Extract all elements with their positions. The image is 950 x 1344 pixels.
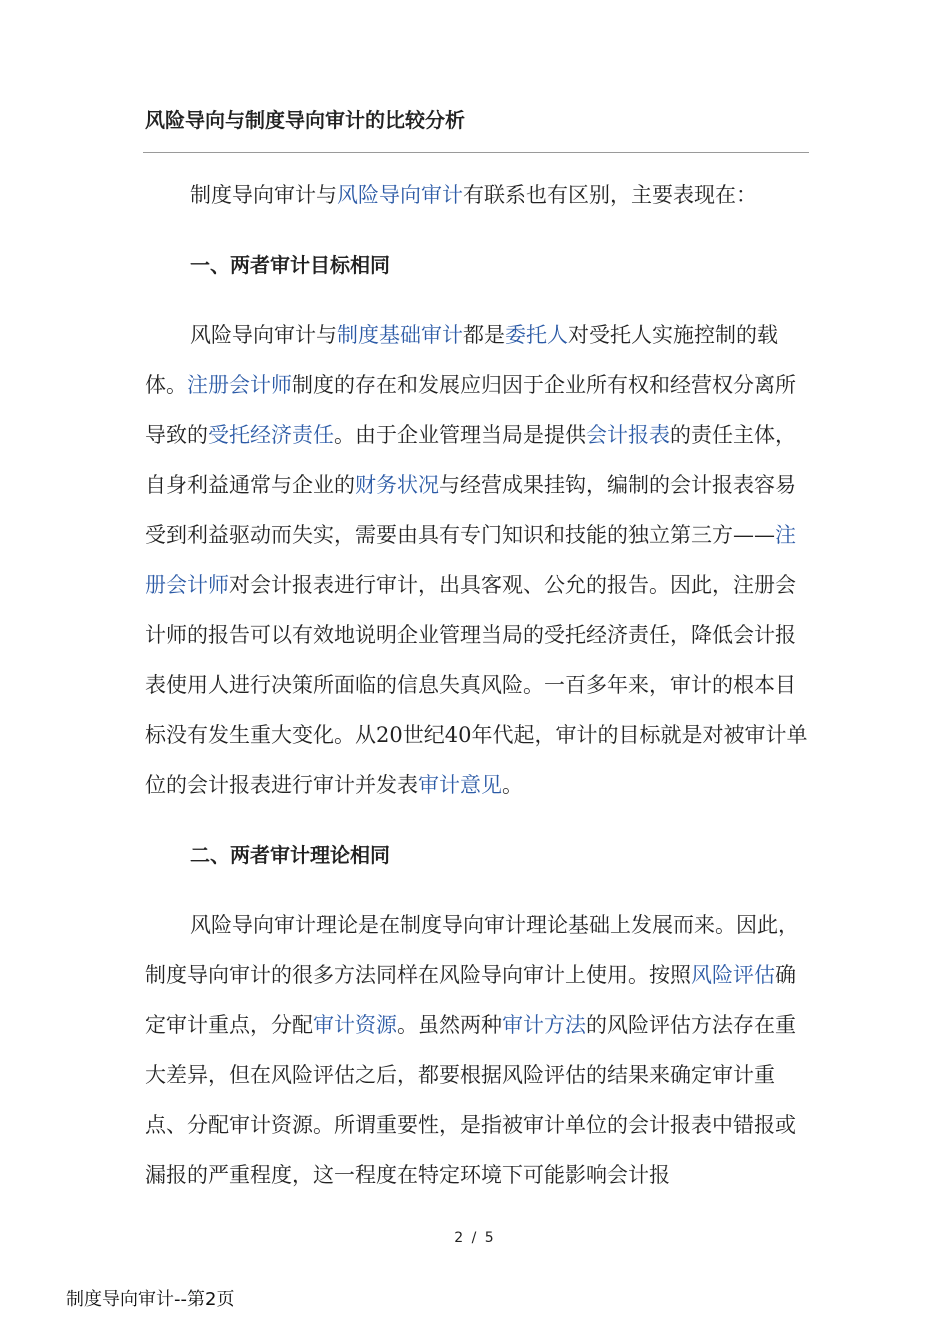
paragraph-text: 。: [502, 773, 523, 797]
section-paragraph-goals: [145, 310, 815, 810]
keyword-link[interactable]: 风险导向审计: [337, 183, 463, 207]
paragraph-text: 对会计报表进行审计，出具客观、公允的报告。因此，注册会计师的报告可以有效地说明企业管理当局的受托经济责任，降低会计报表使用人进行决策所面临的信息失真风险。一百多年来，审计的根本目标没有发生重大变化。从20世纪40年代起，审计的目标就是对被审计单位的会计报表进行审计并发表: [145, 573, 808, 797]
document-title: 风险导向与制度导向审计的比较分析: [145, 108, 465, 132]
intro-paragraph: [145, 170, 815, 220]
paragraph-text: 对受托人实施控制的载体。: [145, 323, 778, 397]
keyword-link[interactable]: 制度基础审计: [337, 323, 463, 347]
section-heading-goals: 一、两者审计目标相同: [190, 253, 390, 277]
paragraph-text: 。虽然两种: [397, 1013, 502, 1037]
title-divider: [143, 152, 809, 153]
keyword-link[interactable]: 财务状况: [355, 473, 439, 497]
paragraph-text: 风险导向审计理论是在制度导向审计理论基础上发展而来。因此，制度导向审计的很多方法同样在风险导向审计上使用。按照: [145, 913, 799, 987]
paragraph-text: 都是: [463, 323, 505, 347]
paragraph-text: 的风险评估方法存在重大差异，但在风险评估之后，都要根据风险评估的结果来确定审计重点、分配审计资源。所谓重要性，是指被审计单位的会计报表中错报或漏报的严重程度，这一程度在特定环境下可能影响会计报: [145, 1013, 796, 1187]
keyword-link[interactable]: 审计方法: [502, 1013, 586, 1037]
keyword-link[interactable]: 委托人: [505, 323, 568, 347]
section-heading-theory: 二、两者审计理论相同: [190, 843, 390, 867]
paragraph-text: 制度的存在和发展应归因于企业所有权和经营权分离所导致的: [145, 373, 796, 447]
paragraph-text: 确定审计重点，分配: [145, 963, 796, 1037]
paragraph-text: 的责任主体，自身利益通常与企业的: [145, 423, 796, 497]
footer-page-label: 制度导向审计--第2页: [66, 1289, 235, 1310]
keyword-link[interactable]: 审计资源: [313, 1013, 397, 1037]
paragraph-text: 有联系也有区别，主要表现在：: [463, 183, 757, 207]
keyword-link[interactable]: 风险评估: [691, 963, 775, 987]
paragraph-text: 制度导向审计与: [190, 183, 337, 207]
paragraph-text: 风险导向审计与: [190, 323, 337, 347]
section-paragraph-theory: [145, 900, 815, 1200]
keyword-link[interactable]: 受托经济责任: [208, 423, 334, 447]
paragraph-text: 。由于企业管理当局是提供: [334, 423, 586, 447]
keyword-link[interactable]: 会计报表: [586, 423, 670, 447]
keyword-link[interactable]: 审计意见: [418, 773, 502, 797]
keyword-link[interactable]: 注册会计师: [145, 523, 796, 597]
document-body: [145, 170, 815, 1200]
paragraph-text: 与经营成果挂钩，编制的会计报表容易受到利益驱动而失实，需要由具有专门知识和技能的独立第三方——: [145, 473, 796, 547]
page-number: 2 / 5: [454, 1230, 496, 1246]
keyword-link[interactable]: 注册会计师: [187, 373, 292, 397]
